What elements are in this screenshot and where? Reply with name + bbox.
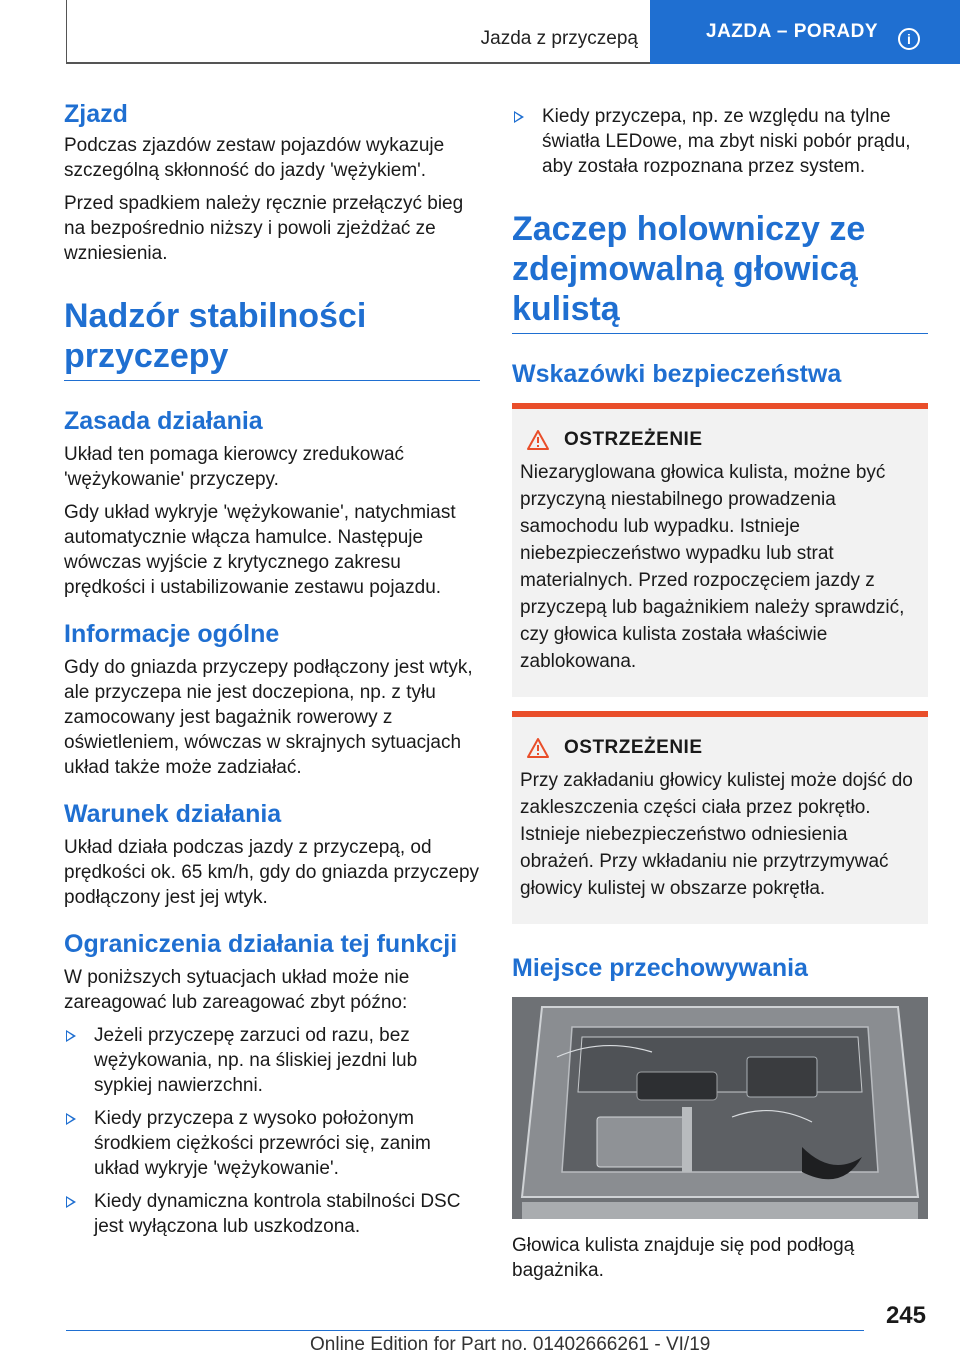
trunk-illustration xyxy=(512,997,928,1219)
header-underline xyxy=(66,62,650,64)
running-header-section: Jazda z przyczepą xyxy=(480,28,638,49)
trunk-storage-photo xyxy=(512,997,928,1219)
section-heading-condition: Warunek działania xyxy=(64,800,282,828)
warning-triangle-icon xyxy=(526,737,550,759)
info-icon: i xyxy=(898,28,920,50)
bullet-triangle-icon xyxy=(66,1113,76,1125)
section-heading-storage: Miejsce przechowywania xyxy=(512,954,808,982)
chapter-heading-stability: Nadzór stabilności przyczepy xyxy=(64,296,480,381)
photo-caption: Głowica kulista znajduje się pod podłogą bagażnika. xyxy=(512,1235,855,1281)
list-item-text: Jeżeli przyczepę zarzuci od razu, bez wężykowania, np. na śliskiej jezdni lub sypkiej nawierzchni. xyxy=(94,1025,418,1096)
warning-label: OSTRZEŻENIE xyxy=(564,429,703,450)
left-column xyxy=(64,100,480,1247)
paragraph: Przed spadkiem należy ręcznie przełączyć bieg na bezpośrednio niższy i powoli zjeżdżać ze wzniesienia. xyxy=(64,193,464,264)
list-item xyxy=(512,104,928,179)
paragraph: Gdy układ wykryje 'wężykowanie', natychmiast automatycznie włącza hamulce. Następuje wówczas wyjście z krytycznego zakresu prędkości i ustabilizowanie zestawu pojazdu. xyxy=(64,502,456,598)
chapter-label: JAZDA – PORADY xyxy=(706,21,879,42)
section-heading-principle: Zasada działania xyxy=(64,407,263,435)
section-heading-zjazd: Zjazd xyxy=(64,100,128,128)
header-rule xyxy=(66,0,67,64)
right-column xyxy=(512,104,928,1291)
warning-triangle-icon xyxy=(526,429,550,451)
section-heading-general-info: Informacje ogólne xyxy=(64,620,280,648)
list-item xyxy=(64,1189,480,1239)
warning-title xyxy=(520,429,920,451)
footer-edition: Online Edition for Part no. 01402666261 - VI/19 xyxy=(310,1334,711,1355)
bullet-triangle-icon xyxy=(66,1196,76,1208)
list-item-text: Kiedy przyczepa, np. ze względu na tylne światła LEDowe, ma zbyt niski pobór prądu, aby została rozpoznana przez system. xyxy=(542,106,911,177)
section-heading-limitations: Ograniczenia działania tej funkcji xyxy=(64,930,458,958)
list-item xyxy=(64,1023,480,1098)
list-item xyxy=(64,1106,480,1181)
paragraph: Układ działa podczas jazdy z przyczepą, od prędkości ok. 65 km/h, gdy do gniazda przyczepy podłączony jest jej wtyk. xyxy=(64,837,480,908)
warning-text: Niezaryglowana głowica kulista, możne być przyczyną niestabilnego prowadzenia samochodu lub wypadku. Istnieje niebezpieczeństwo wypadku lub strat materialnych. Przed rozpoczęciem jazdy z przyczepą lub bagażnikiem należy sprawdzić, czy głowica kulista została właściwie zablokowana. xyxy=(520,462,905,672)
page-number: 245 xyxy=(885,1302,926,1329)
paragraph: Układ ten pomaga kierowcy zredukować 'wężykowanie' przyczepy. xyxy=(64,444,405,490)
warning-box xyxy=(512,711,928,924)
chapter-heading-tow-hitch: Zaczep holowniczy ze zdejmowalną głowicą kulistą xyxy=(512,209,928,334)
bullet-triangle-icon xyxy=(66,1030,76,1042)
paragraph: Gdy do gniazda przyczepy podłączony jest wtyk, ale przyczepa nie jest doczepiona, np. z tyłu zamocowany jest bagażnik rowerowy z oświetleniem, wówczas w skrajnych sytuacjach układ także może zadziałać. xyxy=(64,657,473,778)
warning-label: OSTRZEŻENIE xyxy=(564,737,703,758)
bullet-triangle-icon xyxy=(514,111,524,123)
section-heading-safety: Wskazówki bezpieczeństwa xyxy=(512,360,842,388)
warning-text: Przy zakładaniu głowicy kulistej może dojść do zakleszczenia części ciała przez pokrętło. Istnieje niebezpieczeństwo odniesienia obrażeń. Przy wkładaniu nie przytrzymywać głowicy kulistej w obszarze pokrętła. xyxy=(520,770,913,899)
list-item-text: Kiedy przyczepa z wysoko położonym środkiem ciężkości przewróci się, zanim układ wykryje 'wężykowanie'. xyxy=(94,1108,431,1179)
footer-rule xyxy=(66,1330,864,1331)
paragraph: Podczas zjazdów zestaw pojazdów wykazuje szczególną skłonność do jazdy 'wężykiem'. xyxy=(64,135,445,181)
warning-box xyxy=(512,403,928,697)
warning-title xyxy=(520,737,920,759)
list-item-text: Kiedy dynamiczna kontrola stabilności DSC jest wyłączona lub uszkodzona. xyxy=(94,1191,461,1237)
paragraph: W poniższych sytuacjach układ może nie zareagować lub zareagować zbyt późno: xyxy=(64,967,410,1013)
